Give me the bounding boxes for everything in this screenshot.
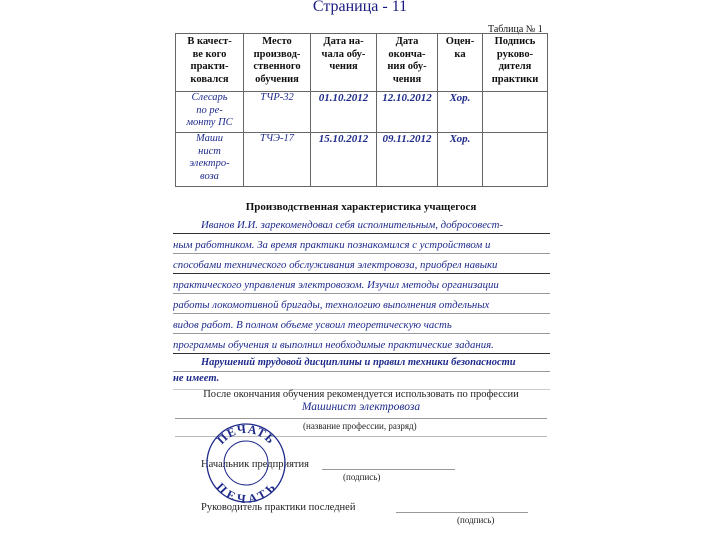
characteristic-text: [173, 214, 550, 390]
cell-text-line: Место: [262, 36, 292, 47]
head-signature-line[interactable]: [322, 469, 455, 470]
characteristic-line: ным работником. За время практики познакомился с устройством и: [173, 234, 550, 254]
supervisor-signature-caption: (подпись): [457, 515, 495, 525]
cell-text-line: практики: [491, 73, 539, 85]
cell-text-line: ка: [454, 48, 466, 60]
table-label: Таблица № 1: [488, 24, 543, 35]
cell-text-line: Маши: [195, 133, 224, 144]
practice-table: [175, 33, 548, 187]
cell-text-line: монту ПС: [186, 117, 233, 128]
characteristic-line: работы локомотивной бригады, технологию выполнения отдельных: [173, 294, 550, 314]
cell-text-line: дителя: [498, 61, 532, 72]
cell-text-line: практи-: [190, 61, 229, 72]
cell-signature: [483, 133, 548, 187]
cell-signature: [483, 92, 548, 133]
cell-start-date: 15.10.2012: [311, 133, 377, 187]
cell-text-line: руково-: [496, 48, 534, 60]
supervisor-signature-line[interactable]: [396, 512, 528, 513]
profession-line: [175, 418, 547, 419]
profession-caption: (название профессии, разряд): [303, 421, 417, 431]
header-place: [244, 34, 311, 92]
recommended-profession: Машинист электровоза: [301, 401, 421, 413]
characteristic-line: способами технического обслуживания электровоза, приобрел навыки: [173, 254, 550, 274]
table-row: [176, 133, 548, 187]
characteristic-line: видов работ. В полном объеме усвоил теоретическую часть: [173, 314, 550, 334]
cell-text-line: ве кого: [192, 48, 227, 60]
header-end-date: [377, 34, 438, 92]
cell-text-line: по ре-: [196, 104, 223, 116]
cell-end-date: 09.11.2012: [377, 133, 438, 187]
table-row: [176, 92, 548, 133]
characteristic-line: не имеет.: [173, 372, 550, 390]
cell-text-line: Дата на-: [323, 36, 364, 47]
cell-text-line: Оцен-: [445, 36, 475, 47]
cell-place: ТЧР-32: [244, 92, 311, 133]
cell-grade: Хор.: [438, 92, 483, 133]
cell-text-line: нист: [198, 145, 221, 157]
cell-text-line: ния обу-: [387, 61, 427, 72]
cell-text-line: Дата: [395, 36, 419, 47]
cell-text-line: электро-: [189, 158, 230, 169]
header-grade: [438, 34, 483, 92]
cell-place: ТЧЭ-17: [244, 133, 311, 187]
header-start-date: [311, 34, 377, 92]
cell-text-line: чения: [392, 73, 422, 85]
characteristic-line: Иванов И.И. зарекомендовал себя исполнительным, добросовест-: [173, 214, 550, 234]
cell-text-line: производ-: [253, 48, 301, 60]
supervisor-label: Руководитель практики последней: [201, 502, 356, 513]
recommendation-text: После окончания обучения рекомендуется использовать по профессии: [203, 389, 519, 400]
stamp-inner-ring: [224, 441, 268, 485]
cell-text-line: чала обу-: [321, 48, 366, 60]
header-role: [176, 34, 244, 92]
seal-stamp: [205, 422, 287, 504]
cell-text-line: оконча-: [388, 48, 426, 60]
cell-text-line: ковался: [190, 73, 229, 85]
characteristic-title: Производственная характеристика учащегося: [245, 201, 477, 213]
header-signature: [483, 34, 548, 92]
characteristic-line: программы обучения и выполнил необходимые практические задания.: [173, 334, 550, 354]
characteristic-line: Нарушений трудовой дисциплины и правил техники безопасности: [173, 354, 550, 372]
cell-text-line: чения: [329, 61, 358, 72]
cell-text-line: обучения: [255, 73, 299, 85]
cell-text-line: Слесарь: [191, 92, 228, 103]
characteristic-line: практического управления электровозом. Изучил методы организации: [173, 274, 550, 294]
cell-text-line: Подпись: [494, 36, 536, 47]
page-title: Страница - 11: [312, 0, 408, 15]
table-header-row: [176, 34, 548, 92]
stamp-text-bottom: ПЕЧАТЬ: [213, 479, 279, 504]
head-signature-caption: (подпись): [343, 472, 381, 482]
head-of-enterprise-label: Начальник предприятия: [201, 459, 309, 470]
cell-role: [176, 92, 244, 133]
cell-end-date: 12.10.2012: [377, 92, 438, 133]
cell-role: [176, 133, 244, 187]
cell-text-line: В качест-: [187, 36, 232, 47]
cell-start-date: 01.10.2012: [311, 92, 377, 133]
cell-text-line: ственного: [253, 61, 301, 72]
cell-text-line: воза: [200, 170, 219, 182]
cell-grade: Хор.: [438, 133, 483, 187]
stamp-text-top: ПЕЧАТЬ: [214, 422, 279, 447]
